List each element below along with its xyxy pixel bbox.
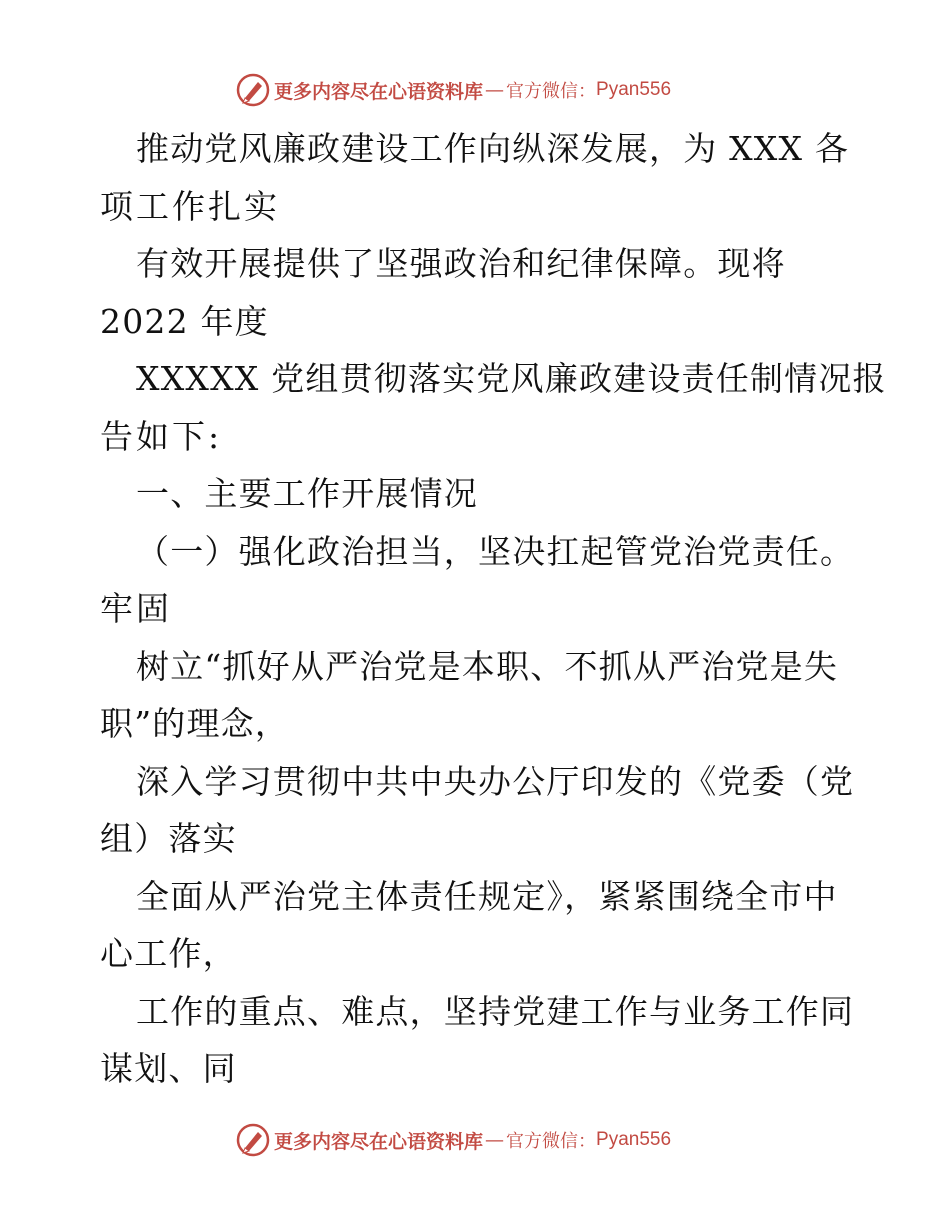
body-line: 全面从严治党主体责任规定》，紧紧围绕全市中 [136,876,838,916]
watermark-brand: 更多内容尽在心语资料库 [274,1130,484,1153]
watermark-dash: — [485,1129,505,1151]
body-line: 深入学习贯彻中共中央办公厅印发的《党委（党 [136,761,855,801]
body-line: 有效开展提供了坚强政治和纪律保障。现将 [136,244,786,283]
pen-logo-icon [236,1123,270,1157]
watermark-wechat-label: 官方微信： [506,1131,597,1152]
body-line: 工作的重点、难点，坚持党建工作与业务工作同 [136,991,855,1031]
body-line: 牢固 [100,589,172,628]
body-line: 项工作扎实 [100,186,280,226]
watermark-wechat-label: 官方微信： [506,81,597,102]
body-line: 组）落实 [100,819,237,858]
body-line: 树立“抓好从严治党是本职、不抓从严治党是失 [136,646,839,686]
header-watermark [236,72,671,108]
body-line: 推动党风廉政建设工作向纵深发展，为 XXX 各 [136,129,850,168]
body-line: 谋划、同 [100,1049,237,1088]
watermark-dash: — [485,79,505,101]
body-line: 职”的理念， [100,704,290,743]
body-line: XXXXX 党组贯彻落实党风廉政建设责任制情况报 [136,359,887,398]
watermark-wechat-id: Pyan556 [596,79,672,100]
pen-logo-icon [236,73,270,107]
watermark-brand: 更多内容尽在心语资料库 [274,80,484,103]
subsection-heading: （一）强化政治担当，坚决扛起管党治党责任。 [136,531,855,571]
body-line: 2022 年度 [100,301,269,341]
document-body [100,120,887,1098]
body-line: 告如下: [100,416,223,456]
body-line: 心工作， [100,934,237,973]
watermark-wechat-id: Pyan556 [596,1129,672,1150]
footer-watermark [236,1122,671,1158]
section-heading: 一、主要工作开展情况 [136,474,478,513]
